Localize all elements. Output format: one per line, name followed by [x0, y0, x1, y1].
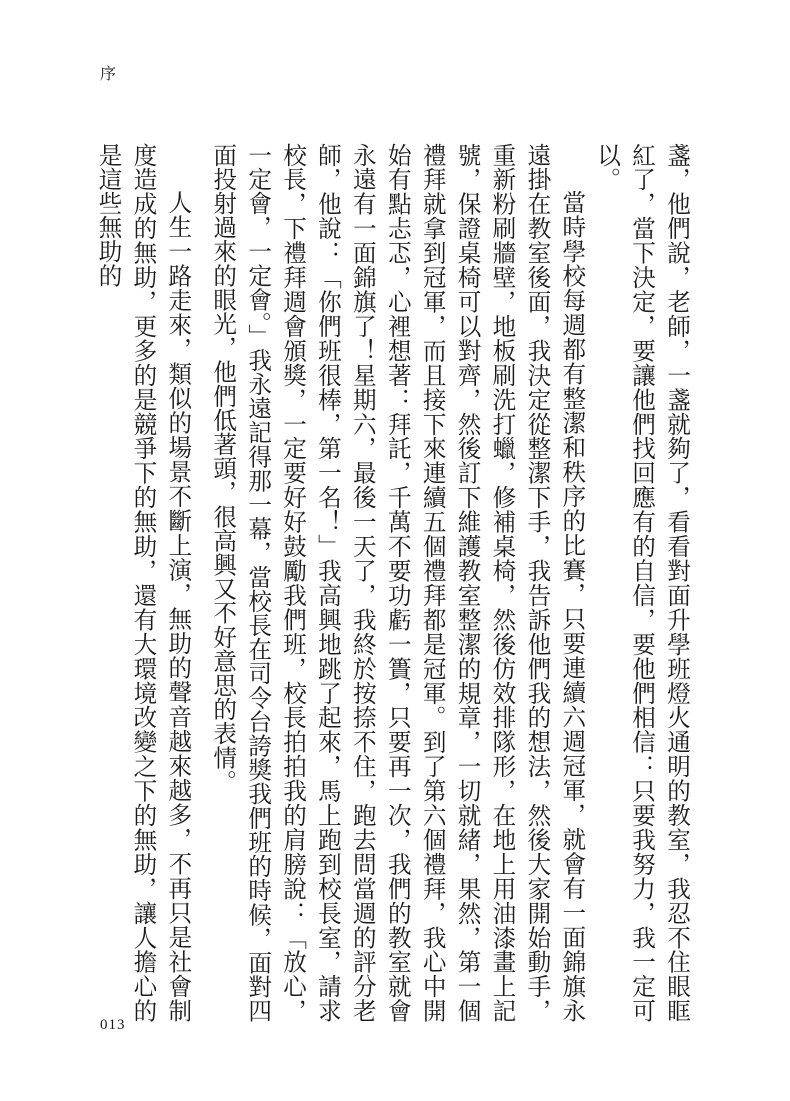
paragraph: 當時學校每週都有整潔和秩序的比賽，只要連續六週冠軍，就會有一面錦旗永遠掛在教室後面，我決定從整潔下手，我告訴他們我的想法，然後大家開始動手，重新粉刷牆壁，地板刷洗打蠟，修補桌椅，然後仿效排隊形，在地上用油漆畫上記號，保證桌椅可以對齊，然後訂下維護教室整潔的規章，一切就緒，果然，第一個禮拜就拿到冠軍，而且接下來連續五個禮拜都是冠軍。到了第六個禮拜，我心中開始有點忐忑，心裡想著：拜託，千萬不要功虧一簣，只要再一次，我們的教室就會永遠有一面錦旗了！星期六，最後一天了，我終於按捺不住，跑去問當週的評分老師，他說：「你們班很棒，第一名！」我高興地跳了起來，馬上跑到校長室，請求校長，下禮拜週會頒獎，一定要好好鼓勵我們班，校長拍拍我的肩膀說：「放心，一定會，一定會。」我永遠記得那一幕，當校長在司令台誇獎我們班的時候，面對四面投射過來的眼光，他們低著頭，很高興又不好意思的表情。 [209, 143, 587, 1023]
paragraph: 人生一路走來，類似的場景不斷上演，無助的聲音越來越多，不再只是社會制度造成的無助，更多的是競爭下的無助，還有大環境改變之下的無助，讓人擔心的是這些無助的 [94, 143, 193, 1023]
running-header: 序 [100, 64, 117, 83]
body-text [94, 143, 694, 1023]
page-number: 013 [100, 1017, 126, 1033]
paragraph: 盞，他們說，老師，一盞就夠了，看看對面升學班燈火通明的教室，我忍不住眼眶紅了，當下決定，要讓他們找回應有的自信，要他們相信：只要我努力，我一定可以。 [593, 143, 691, 1023]
